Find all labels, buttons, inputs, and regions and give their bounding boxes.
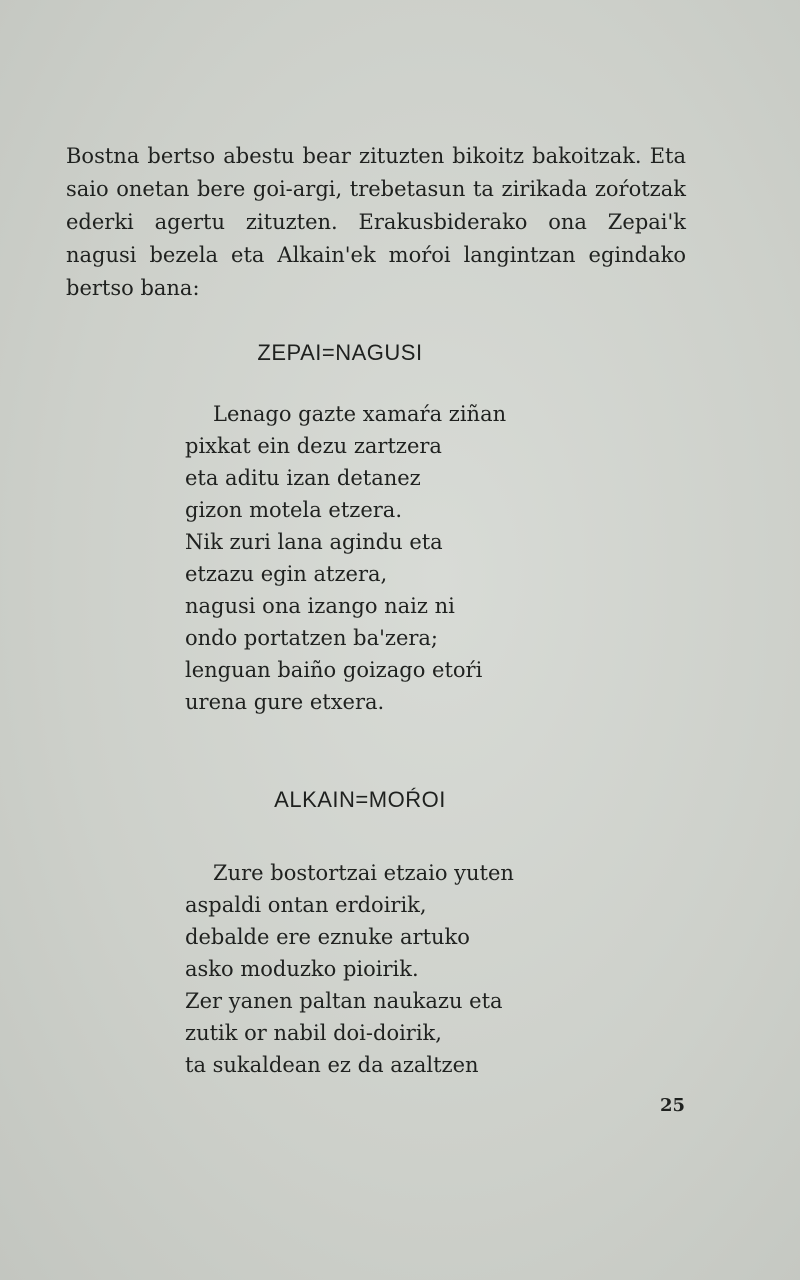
verse-line: Zer yanen paltan naukazu eta	[185, 989, 503, 1013]
verse-line: ondo portatzen ba'zera;	[185, 626, 439, 650]
verse-line: asko moduzko pioirik.	[185, 957, 419, 981]
verse-line: eta aditu izan detanez	[185, 466, 421, 490]
verse-line: Nik zuri lana agindu eta	[185, 530, 443, 554]
verse-zepai	[185, 398, 605, 718]
verse-line: pixkat ein dezu zartzera	[185, 434, 442, 458]
verse-line: aspaldi ontan erdoirik,	[185, 893, 427, 917]
verse-line: Lenago gazte xamaŕa ziñan	[213, 402, 507, 426]
verse-line: zutik or nabil doi-doirik,	[185, 1021, 442, 1045]
verse-line: urena gure etxera.	[185, 690, 385, 714]
verse-line: lenguan baiño goizago etoŕi	[185, 658, 483, 682]
intro-paragraph	[66, 140, 686, 305]
verse-line: nagusi ona izango naiz ni	[185, 594, 455, 618]
intro-text: Bostna bertso abestu bear zituzten bikoitz bakoitzak. Eta saio onetan bere goi-argi, trebetasun ta zirikada zoŕotzak ederki agertu zituzten. Erakusbiderako ona Zepai'k nagusi bezela eta Alkain'ek moŕoi langintzan egindako bertso bana:	[66, 144, 686, 300]
verse-alkain	[185, 857, 605, 1081]
verse-line: Zure bostortzai etzaio yuten	[213, 861, 514, 885]
verse-line: debalde ere eznuke artuko	[185, 925, 470, 949]
section-heading-zepai: ZEPAI=NAGUSI	[257, 340, 423, 365]
verse-line: gizon motela etzera.	[185, 498, 402, 522]
section-heading-alkain: ALKAIN=MOŔOI	[274, 787, 446, 812]
verse-line: etzazu egin atzera,	[185, 562, 388, 586]
page-number: 25	[660, 1095, 686, 1116]
verse-line: ta sukaldean ez da azaltzen	[185, 1053, 479, 1077]
